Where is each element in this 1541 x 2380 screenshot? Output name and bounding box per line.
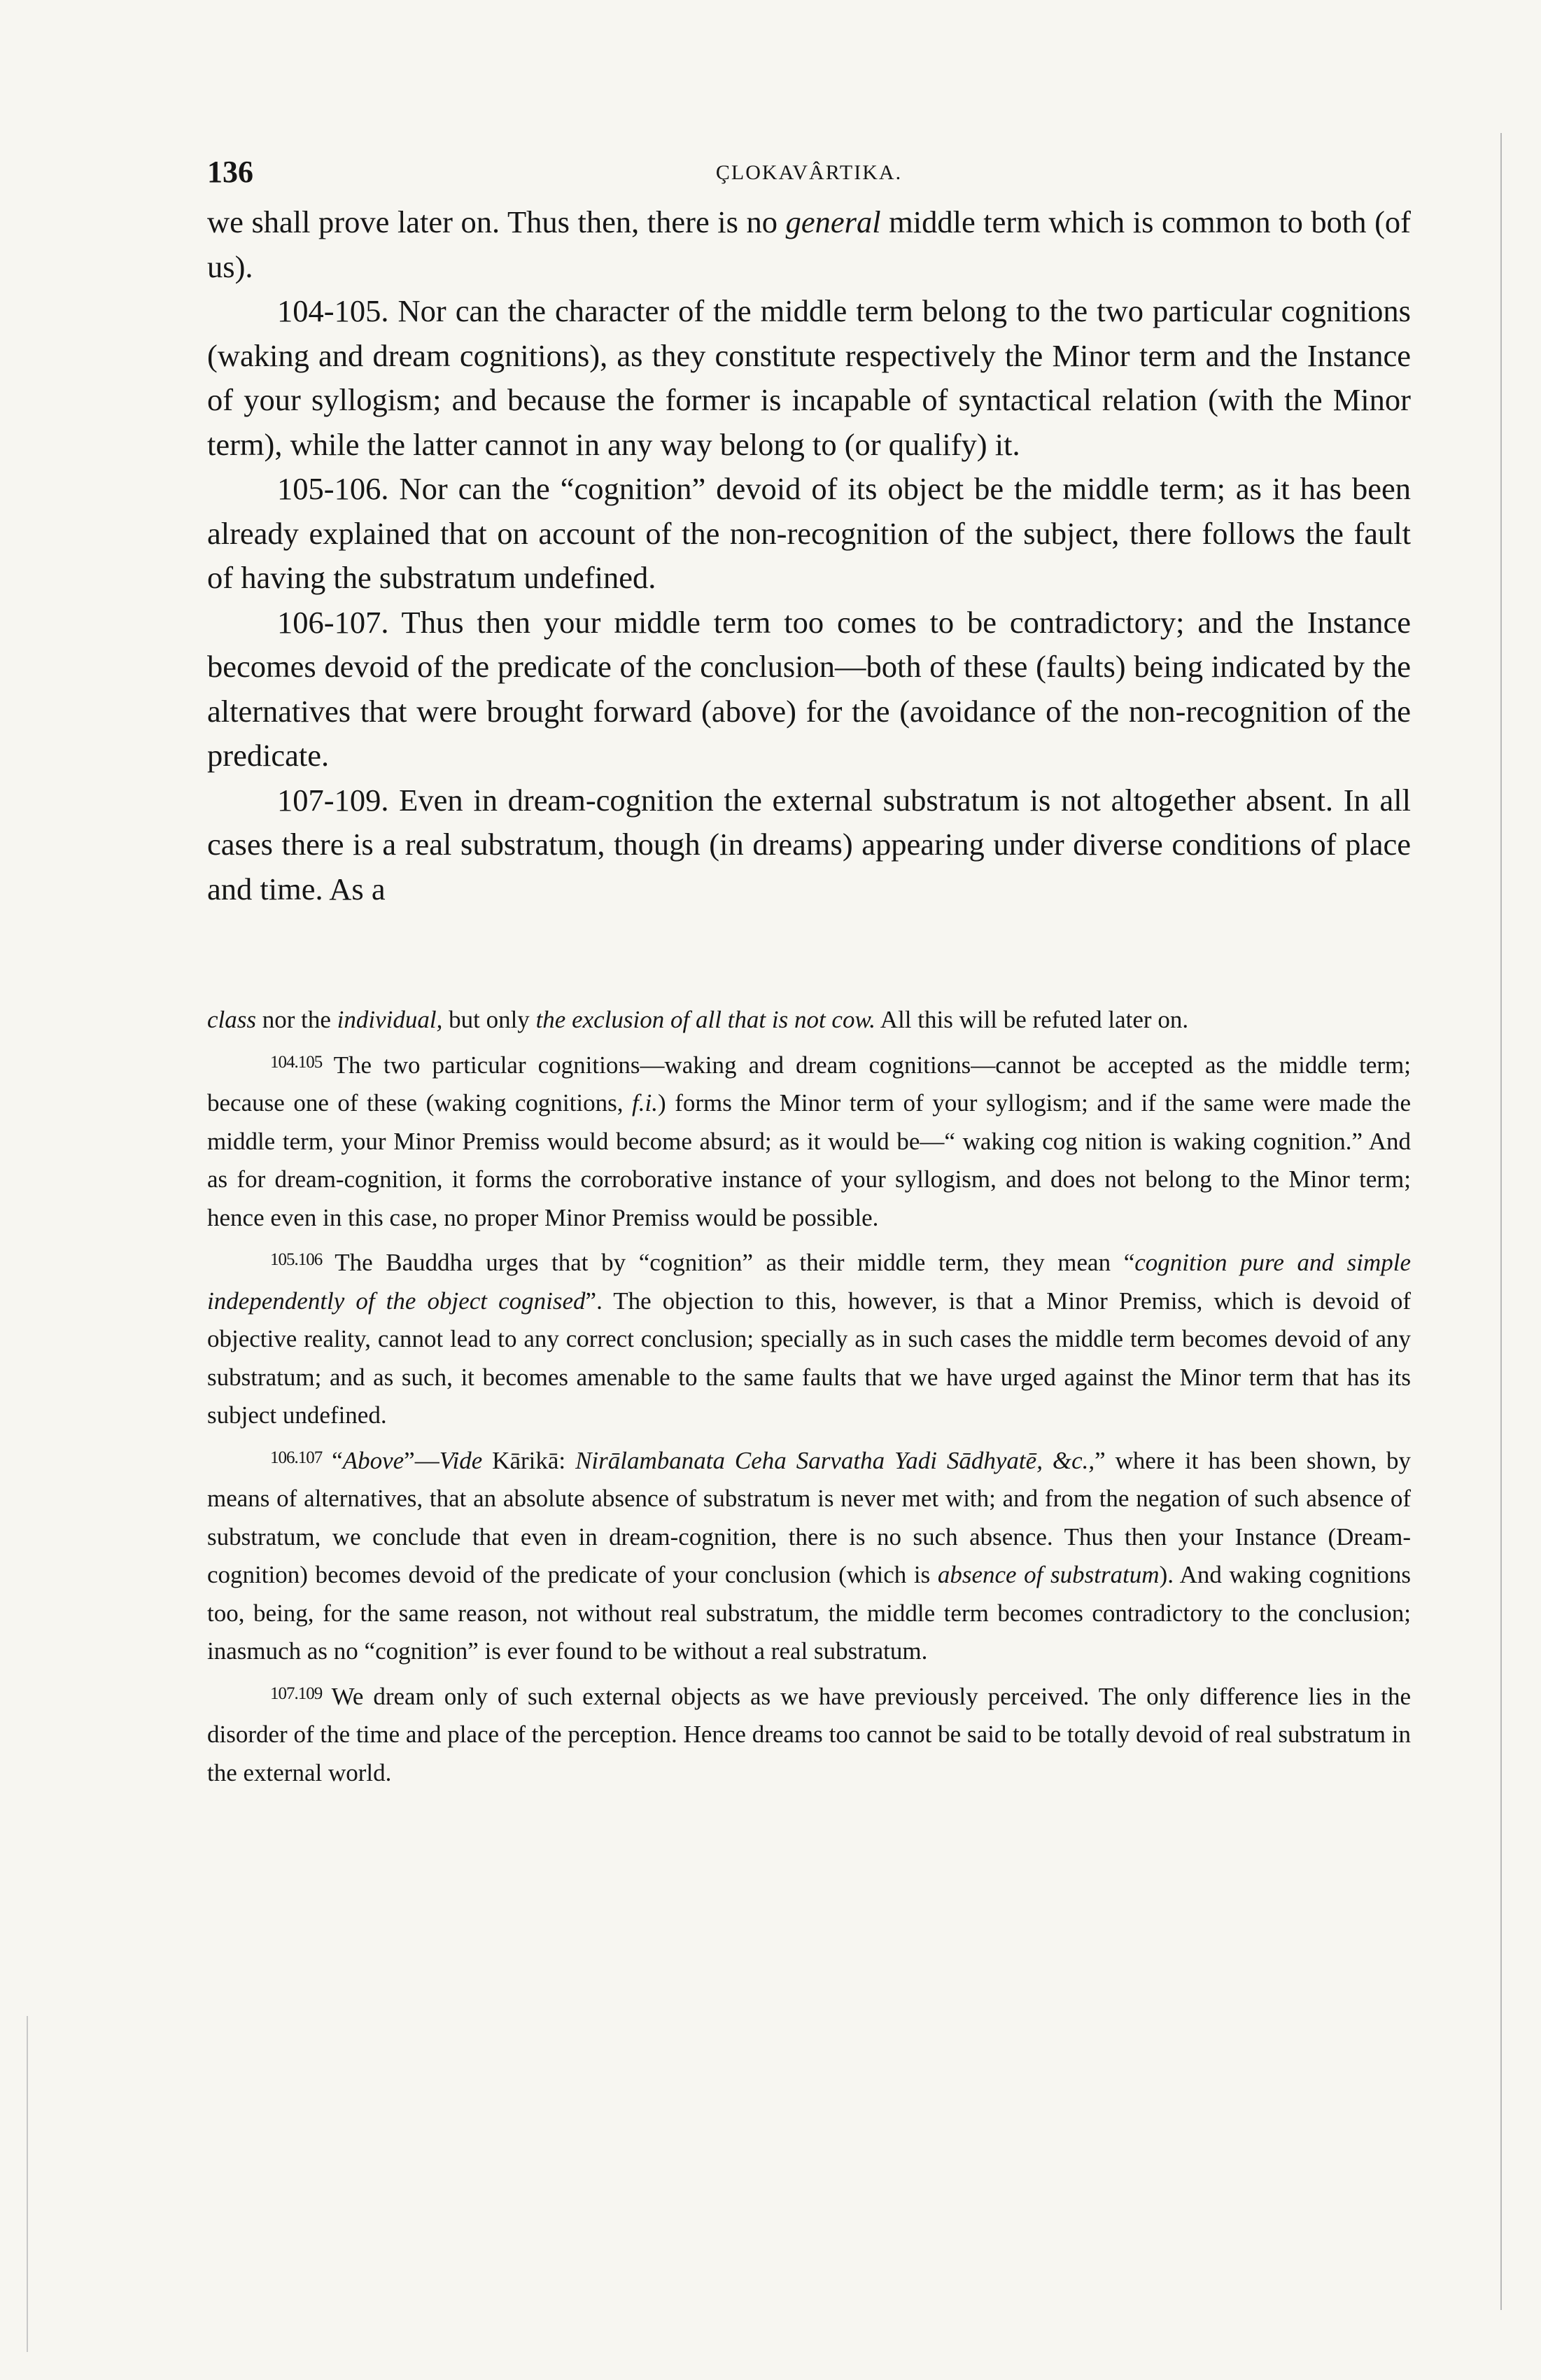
footnote-ref: 107.109	[270, 1684, 323, 1703]
footnote-separator	[207, 911, 1411, 1001]
emphasis: Above	[342, 1446, 404, 1474]
book-page	[207, 144, 1411, 1796]
running-head	[207, 144, 1411, 200]
text-run: ”—	[404, 1446, 439, 1474]
text-run: ) forms the Minor term of your syllogism; and if the same were made the middle term, your Minor Premiss would become absurd; as it would be—“ waking cog nition is waking cognition.” And as for dream-cognition, it forms the corroborative instance of your syllogism, and does not belong to the Minor term; hence even in this case, no proper Minor Premiss would be possible.	[207, 1089, 1411, 1231]
footnote-105-106	[207, 1241, 1411, 1435]
text-run: middle term which is common to both (of us).	[207, 204, 1411, 284]
paragraph-105-106	[207, 467, 1411, 601]
emphasis: f.i.	[632, 1089, 658, 1116]
text-run: Even in dream-cognition the external substratum is not altogether absent. In all cases there is a real substratum, though (in dreams) appearing under diverse conditions of place and time. As a	[207, 782, 1411, 906]
text-run: Thus then your middle term too comes to be contradictory; and the Instance becomes devoid of the predicate of the conclusion—both of these (faults) being indicated by the alternatives that were brought forward (above) for the (avoidance of the non-recognition of the predicate.	[207, 604, 1411, 773]
footnotes	[207, 1001, 1411, 1792]
footnote-106-107	[207, 1439, 1411, 1671]
verse-number: 106-107.	[277, 604, 389, 640]
text-run: ” where it has been shown, by means of alternatives, that an absolute absence of substratum is never met with; and from the negation of such absence of substratum, we conclude that even in dream-cognition, there is no such absence. Thus then your Instance (Dream-cognition) becomes devoid of the predicate of your conclusion (which is	[207, 1446, 1412, 1588]
verse-number: 104-105.	[277, 293, 389, 328]
text-run: ). And waking cognitions too, being, for the same reason, not without real substratum, the middle term becomes contradictory to the conclusion; inasmuch as no “cognition” is ever found to be without a real substratum.	[207, 1561, 1411, 1665]
paragraph-104-105	[207, 289, 1411, 467]
emphasis: Vide	[439, 1446, 483, 1474]
emphasis: class	[207, 1006, 256, 1033]
footnote-continuation	[207, 1001, 1411, 1040]
paragraph-107-109	[207, 778, 1411, 912]
emphasis: individual,	[337, 1006, 443, 1033]
main-text	[207, 200, 1411, 911]
text-run: ”. The objection to this, however, is that a Minor Premiss, which is devoid of objective reality, cannot lead to any correct conclusion; specially as in such cases the middle term becomes devoid of any substratum; and as such, it becomes amenable to the same faults that we have urged against the Minor term that has its subject undefined.	[207, 1287, 1412, 1429]
page-edge-mark	[27, 2016, 28, 2352]
text-run: We dream only of such external objects as we have previously perceived. The only difference lies in the disorder of the time and place of the perception. Hence dreams too cannot be said to be totally devoid of real substratum in the external world.	[207, 1682, 1411, 1786]
emphasis: cognition pure and simple independently of the object cognised	[207, 1249, 1411, 1315]
footnote-ref: 104.105	[270, 1052, 323, 1072]
emphasis: the exclusion of all that is not cow.	[535, 1006, 875, 1033]
page-number: 136	[207, 155, 253, 189]
footnote-107-109	[207, 1675, 1411, 1793]
text-run: but only	[442, 1006, 536, 1033]
running-title: ÇLOKAVÂRTIKA.	[715, 161, 903, 184]
text-run: Nor can the character of the middle term belong to the two particular cognitions (waking and dream cognitions), as they constitute respectively the Minor term and the Instance of your syllogism; and because the former is incapable of syntactical relation (with the Minor term), while the latter cannot in any way belong to (or qualify) it.	[207, 293, 1411, 462]
text-run: Kārikā:	[482, 1446, 576, 1474]
emphasis: Nirālambanata Ceha Sarvatha Yadi Sādhyatē, &c.,	[575, 1446, 1095, 1474]
page-edge-line	[1500, 133, 1502, 2310]
text-run: nor the	[256, 1006, 337, 1033]
text-run: The two particular cognitions—waking and dream cognitions—cannot be accepted as the middle term; because one of these (waking cognitions,	[207, 1051, 1411, 1116]
emphasis: general	[785, 204, 881, 239]
text-run: we shall prove later on. Thus then, there is no	[207, 204, 786, 239]
footnote-ref: 106.107	[270, 1448, 323, 1467]
text-run: All this will be refuted later on.	[875, 1006, 1189, 1033]
text-run: Nor can the “cognition” devoid of its object be the middle term; as it has been already explained that on account of the non-recognition of the subject, there follows the fault of having the substratum undefined.	[207, 471, 1411, 595]
text-run: The Bauddha urges that by “cognition” as their middle term, they mean “	[322, 1249, 1135, 1276]
footnote-ref: 105.106	[270, 1250, 323, 1269]
text-run: “	[322, 1446, 343, 1474]
verse-number: 107-109.	[277, 782, 389, 818]
paragraph-106-107	[207, 601, 1411, 778]
verse-number: 105-106.	[277, 471, 389, 506]
footnote-104-105	[207, 1044, 1411, 1238]
paragraph-continuation	[207, 200, 1411, 289]
emphasis: absence of substratum	[937, 1561, 1160, 1588]
